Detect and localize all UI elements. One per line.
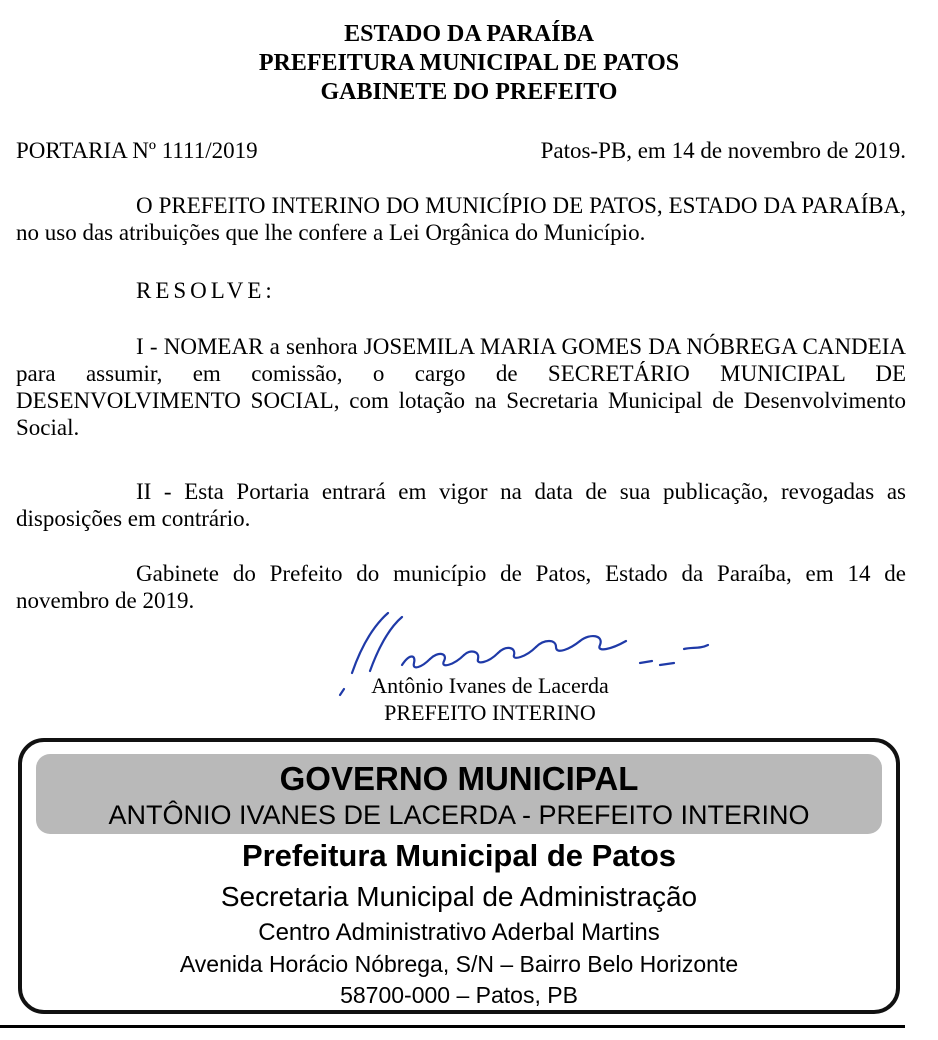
preamble-text: O PREFEITO INTERINO DO MUNICÍPIO DE PATOS, ESTADO DA PARAÍBA, no uso das atribuições que lhe confere a Lei Orgânica do Município. bbox=[16, 193, 906, 245]
bottom-divider bbox=[0, 1025, 905, 1028]
document-header bbox=[0, 20, 938, 107]
portaria-place-date: Patos-PB, em 14 de novembro de 2019. bbox=[540, 138, 906, 163]
preamble-paragraph bbox=[16, 192, 906, 246]
signatory-title: PREFEITO INTERINO bbox=[384, 700, 596, 725]
portaria-reference-line bbox=[16, 137, 906, 164]
header-state: ESTADO DA PARAÍBA bbox=[344, 21, 594, 47]
footer-postal-code: 58700-000 – Patos, PB bbox=[340, 982, 578, 1008]
footer-address: Avenida Horácio Nóbrega, S/N – Bairro Belo Horizonte bbox=[179, 951, 739, 977]
government-banner bbox=[36, 754, 882, 834]
item-1-paragraph bbox=[16, 333, 906, 441]
resolve-heading: RESOLVE: bbox=[136, 278, 276, 303]
signatory-name: Antônio Ivanes de Lacerda bbox=[371, 673, 609, 698]
footer-admin-center: Centro Administrativo Aderbal Martins bbox=[258, 919, 660, 946]
header-office: GABINETE DO PREFEITO bbox=[320, 79, 618, 105]
footer-prefecture-name: Prefeitura Municipal de Patos bbox=[241, 838, 677, 873]
item-1-text: I - NOMEAR a senhora JOSEMILA MARIA GOMES DA NÓBREGA CANDEIA para assumir, em comissão, o cargo de SECRETÁRIO MUNICIPAL DE DESENVOLVIMENTO SOCIAL, com lotação na Secretaria Municipal de Desenvolvimento Social. bbox=[16, 334, 906, 440]
government-footer-box bbox=[18, 738, 900, 1014]
item-2-text: II - Esta Portaria entrará em vigor na data de sua publicação, revogadas as disposições em contrário. bbox=[16, 479, 906, 531]
portaria-number: PORTARIA Nº 1111/2019 bbox=[16, 138, 258, 163]
footer-secretariat: Secretaria Municipal de Administração bbox=[220, 881, 698, 912]
signature-block bbox=[330, 605, 730, 730]
banner-subtitle: ANTÔNIO IVANES DE LACERDA - PREFEITO INTERINO bbox=[108, 800, 810, 830]
header-prefecture: PREFEITURA MUNICIPAL DE PATOS bbox=[258, 50, 680, 76]
item-2-paragraph bbox=[16, 478, 906, 532]
closing-text: Gabinete do Prefeito do município de Patos, Estado da Paraíba, em 14 de novembro de 2019. bbox=[16, 561, 906, 613]
banner-title: GOVERNO MUNICIPAL bbox=[279, 760, 639, 797]
